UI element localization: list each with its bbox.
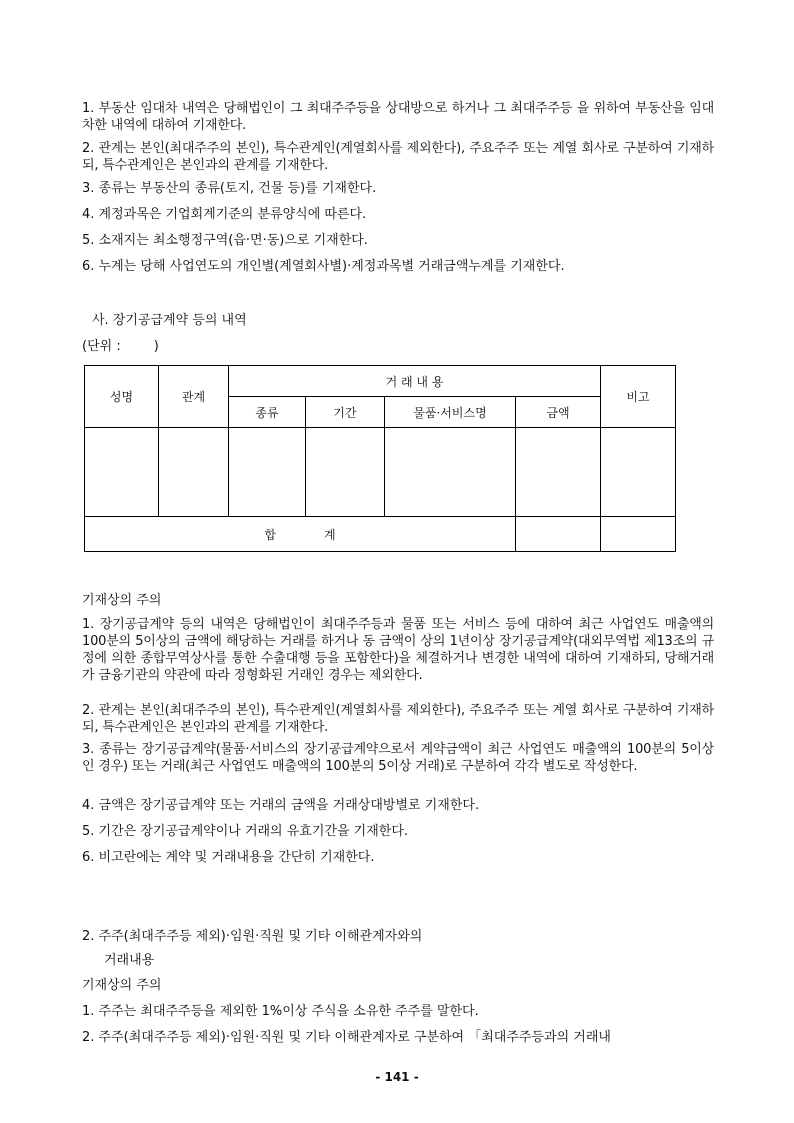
page-number: - 141 -	[375, 1070, 419, 1084]
note2-item-5: 5. 기간은 장기공급계약이나 거래의 유효기간을 기재한다.	[82, 824, 409, 839]
total-label: 합 계	[85, 517, 516, 552]
section2-item-2: 2. 주주(최대주주등 제외)·임원·직원 및 기타 이해관계자로 구분하여 「최대주주등과의 거래내	[82, 1030, 611, 1045]
total-row	[85, 517, 676, 552]
note1-item-5: 5. 소재지는 최소행정구역(읍·면·동)으로 기재한다.	[82, 233, 368, 248]
header-relation: 관계	[159, 366, 229, 428]
note1-item-2: 2. 관계는 본인(최대주주의 본인), 특수관계인(계열회사를 제외한다), 주요주주 또는 계열 회사로 구분하여 기재하되, 특수관계인은 본인과의 관계를 기재한다.	[82, 141, 714, 173]
unit-label: (단위 : )	[82, 339, 159, 354]
note2-item-4: 4. 금액은 장기공급계약 또는 거래의 금액을 거래상대방별로 기재한다.	[82, 798, 480, 813]
section-title: 사. 장기공급계약 등의 내역	[92, 313, 247, 328]
note1-item-3: 3. 종류는 부동산의 종류(토지, 건물 등)를 기재한다.	[82, 181, 377, 196]
header-remark: 비고	[601, 366, 676, 428]
contract-table	[84, 365, 676, 552]
section2-title-cont: 거래내용	[104, 953, 155, 968]
note1-item-4: 4. 계정과목은 기업회계기준의 분류양식에 따른다.	[82, 207, 367, 222]
header-amount: 금액	[516, 397, 601, 428]
note1-item-1: 1. 부동산 임대차 내역은 당해법인이 그 최대주주등을 상대방으로 하거나 그 최대주주등 을 위하여 부동산을 임대차한 내역에 대하여 기재한다.	[82, 101, 714, 133]
section2-caution: 기재상의 주의	[82, 978, 162, 993]
header-name: 성명	[85, 366, 159, 428]
header-period: 기간	[306, 397, 385, 428]
caution-title: 기재상의 주의	[82, 593, 162, 608]
section2-title: 2. 주주(최대주주등 제외)·임원·직원 및 기타 이해관계자와의	[82, 929, 423, 944]
table-row	[85, 428, 676, 517]
section2-item-1: 1. 주주는 최대주주등을 제외한 1%이상 주식을 소유한 주주를 말한다.	[82, 1004, 479, 1019]
header-kind: 종류	[229, 397, 306, 428]
note2-item-6: 6. 비고란에는 계약 및 거래내용을 간단히 기재한다.	[82, 850, 375, 865]
note2-item-3: 3. 종류는 장기공급계약(물품·서비스의 장기공급계약으로서 계약금액이 최근 사업연도 매출액의 100분의 5이상인 경우) 또는 거래(최근 사업연도 매출액의 100분의 5이상 거래)로 구분하여 각각 별도로 작성한다.	[82, 742, 714, 774]
note1-item-6: 6. 누계는 당해 사업연도의 개인별(계열회사별)·계정과목별 거래금액누계를 기재한다.	[82, 259, 565, 274]
note2-item-2: 2. 관계는 본인(최대주주의 본인), 특수관계인(계열회사를 제외한다), 주요주주 또는 계열 회사로 구분하여 기재하되, 특수관계인은 본인과의 관계를 기재한다.	[82, 703, 714, 735]
note2-item-1: 1. 장기공급계약 등의 내역은 당해법인이 최대주주등과 물품 또는 서비스 등에 대하여 최근 사업연도 매출액의 100분의 5이상의 금액에 해당하는 거래를 하거나 동 금액이 상의 1년이상 장기공급계약(대외무역법 제13조의 규정에 의한 종합무역상사를 통한 수출대행 등을 포함한다)을 체결하거나 변경한 내역에 대하여 기재하되, 당해거래가 금융기관의 약관에 따라 정형화된 거래인 경우는 제외한다.	[82, 617, 714, 683]
header-transaction: 거 래 내 용	[229, 366, 601, 397]
header-goods: 물품·서비스명	[385, 397, 516, 428]
